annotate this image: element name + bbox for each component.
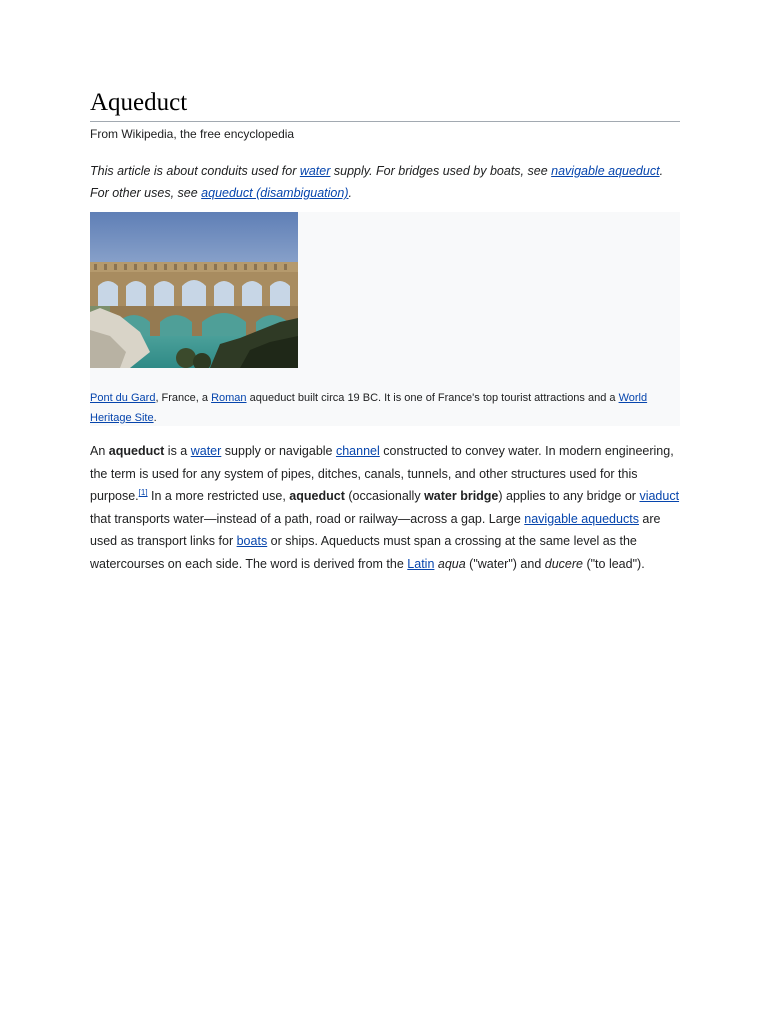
bold-term: water bridge xyxy=(424,489,499,504)
viaduct-link[interactable]: viaduct xyxy=(639,489,680,504)
navigable-aqueduct-link[interactable]: navigable aqueduct xyxy=(551,164,660,178)
body-text: are used as transport links for xyxy=(90,511,661,549)
hatnote xyxy=(90,160,680,204)
thumbnail-figure xyxy=(90,212,680,426)
site-tagline: From Wikipedia, the free encyclopedia xyxy=(90,127,295,141)
caption-text: , France, a xyxy=(155,392,212,404)
body-text: that transports water—instead of a path, road or railway—across a gap. Large xyxy=(90,511,525,526)
hatnote-text: This article is about conduits used for xyxy=(90,164,300,178)
body-text: (occasionally xyxy=(344,489,425,504)
italic-term: ducere xyxy=(544,556,583,571)
hatnote-text: . For other uses, see xyxy=(90,164,664,200)
body-text: or ships. Aqueducts must span a crossing at the same level as the watercourses on each side. The word is derived from the xyxy=(90,534,637,571)
water-link[interactable]: water xyxy=(190,444,222,458)
body-text: ) applies to any bridge or xyxy=(498,489,640,504)
caption-text: . xyxy=(153,412,157,424)
body-text: In a more restricted use, xyxy=(147,489,290,504)
world-heritage-site-link[interactable]: World Heritage Site xyxy=(90,392,648,424)
bold-term: aqueduct xyxy=(289,489,345,504)
bold-term: aqueduct xyxy=(108,444,165,458)
roman-link[interactable]: Roman xyxy=(211,392,247,404)
reference-1-link[interactable]: [1] xyxy=(138,488,148,498)
page-title: Aqueduct xyxy=(90,86,680,122)
body-text: constructed to convey water. In modern engineering, the term is used for any system of pipes, ditches, canals, tunnels, and other structures used for this purpose. xyxy=(90,444,674,504)
pont-du-gard-photo[interactable] xyxy=(90,212,298,368)
boats-link[interactable]: boats xyxy=(236,534,268,549)
body-text: supply or navigable xyxy=(221,444,336,458)
latin-link[interactable]: Latin xyxy=(407,556,435,571)
aqueduct-disambiguation-link[interactable]: aqueduct (disambiguation) xyxy=(201,186,349,200)
water-link[interactable]: water xyxy=(299,164,331,178)
body-text: ("water") and xyxy=(465,556,545,571)
body-text: is a xyxy=(164,444,191,458)
hatnote-text: supply. For bridges used by boats, see xyxy=(330,164,552,178)
caption-text: aqueduct built circa 19 BC. It is one of France's top tourist attractions and a xyxy=(246,392,619,404)
hatnote-text: . xyxy=(348,186,352,200)
navigable-aqueducts-link[interactable]: navigable aqueducts xyxy=(524,511,639,526)
figure-caption xyxy=(90,388,680,428)
italic-term: aqua xyxy=(437,556,466,571)
channel-link[interactable]: channel xyxy=(335,444,380,458)
lead-paragraph xyxy=(90,440,682,576)
body-text: An xyxy=(90,444,109,458)
pont-du-gard-link[interactable]: Pont du Gard xyxy=(90,392,156,404)
body-text: ("to lead"). xyxy=(582,556,645,571)
